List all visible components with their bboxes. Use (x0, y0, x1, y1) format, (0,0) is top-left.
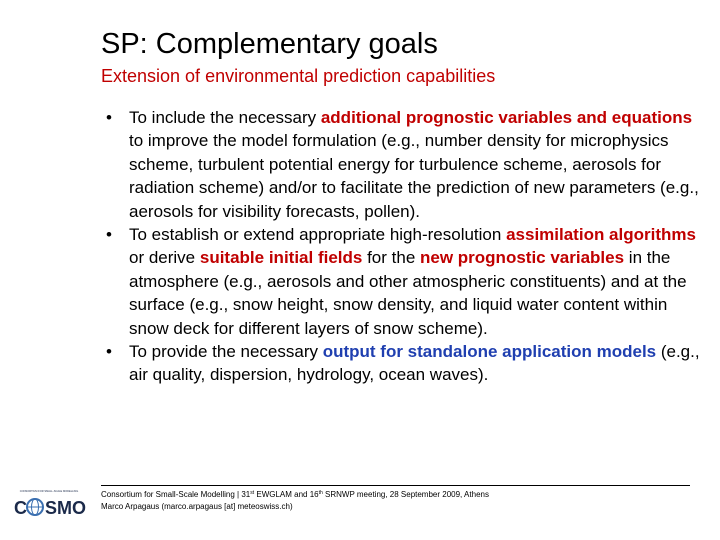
bullet-list (103, 106, 703, 387)
globe-icon (27, 499, 43, 515)
bullet-text: for the (362, 248, 420, 268)
logo-small-text: CONSORTIUM FOR SMALL-SCALE MODELLING (19, 490, 79, 493)
bullet-text: To establish or extend appropriate high-resolution (129, 225, 507, 245)
footer-text-a: Consortium for Small-Scale Modelling | 31 (101, 490, 251, 499)
bullet-text: in the atmosphere (e.g., aerosols and other atmospheric constituents) and at the surface (e.g., snow height, snow density, and liquid water content within snow deck for different layers of snow scheme). (129, 248, 687, 338)
bullet-emphasis: new prognostic variables (420, 248, 625, 268)
bullet-text: To provide the necessary (129, 342, 323, 362)
bullet-dot-icon: • (106, 342, 112, 362)
bullet-emphasis: assimilation algorithms (506, 225, 696, 245)
bullet-text: to improve the model formulation (e.g., number density for microphysics scheme, turbulent potential energy for turbulence scheme, aerosols for radiation scheme) and/or to facilitate the prediction of new parameters (e.g., aerosols for visibility forecasts, pollen). (129, 131, 699, 221)
logo-letters-smo: SMO (45, 498, 87, 518)
footer-sup-1: st (250, 490, 255, 496)
footer-line-1 (101, 489, 489, 501)
bullet-dot-icon: • (106, 108, 112, 127)
slide-subtitle: Extension of environmental prediction capabilities (101, 66, 496, 86)
footer (101, 489, 489, 513)
bullet-text: To include the necessary (129, 108, 321, 127)
cosmo-logo (8, 486, 90, 522)
footer-text-c: SRNWP meeting, 28 September 2009, Athens (322, 490, 489, 499)
bullet-text: or derive (129, 248, 200, 268)
bullet-emphasis: additional prognostic variables and equations (320, 108, 693, 127)
logo-letter-c: C (14, 498, 27, 518)
bullet-emphasis: output for standalone application models (322, 342, 657, 362)
bullet-item (103, 340, 703, 387)
slide-title: SP: Complementary goals (101, 28, 438, 60)
bullet-emphasis: suitable initial fields (199, 248, 363, 268)
footer-divider (101, 485, 690, 486)
bullet-item (103, 106, 703, 223)
footer-sup-2: th (318, 490, 323, 496)
footer-text-b: EWGLAM and 16 (254, 490, 319, 499)
footer-line-2: Marco Arpagaus (marco.arpagaus [at] meteoswiss.ch) (101, 502, 293, 511)
bullet-text: (e.g., air quality, dispersion, hydrology, ocean waves). (129, 342, 700, 385)
bullet-dot-icon: • (106, 225, 112, 245)
bullet-item (103, 223, 703, 340)
